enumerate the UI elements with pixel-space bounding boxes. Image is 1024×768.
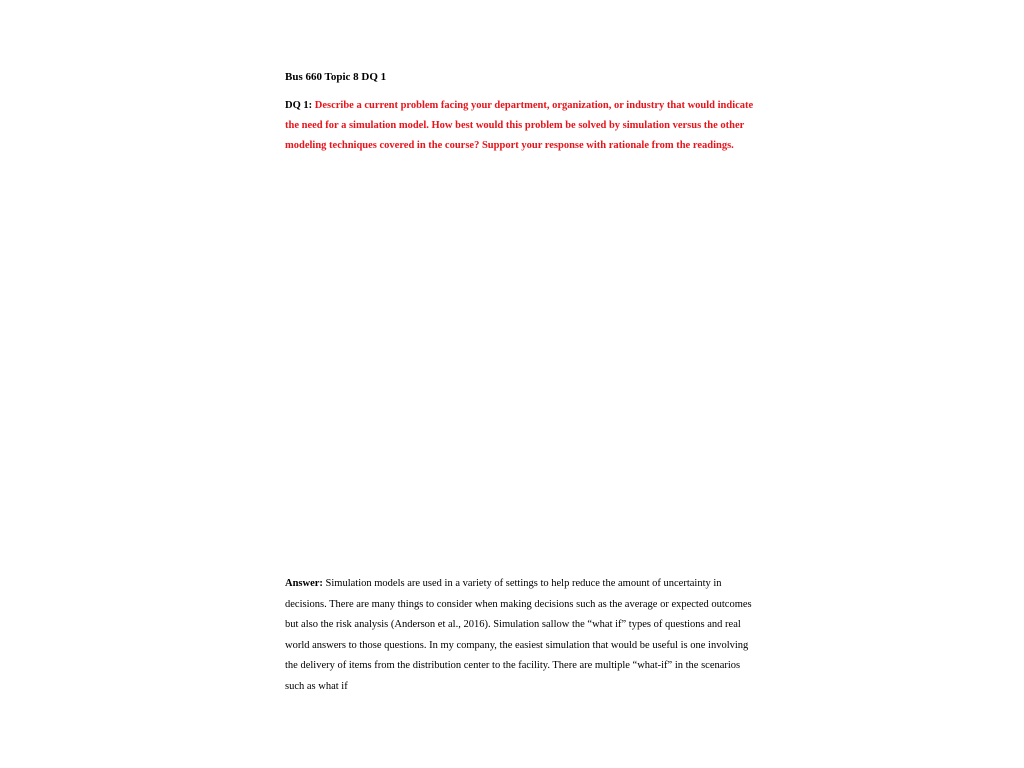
answer-paragraph — [285, 574, 755, 698]
question-text: Describe a current problem facing your department, organization, or industry that would indicate the need for a simulation model. How best would this problem be solved by simulation versus the other modeling techniques covered in the course? Support your response with rationale from the readings. — [285, 100, 754, 151]
answer-text: Simulation models are used in a variety of settings to help reduce the amount of uncertainty in decisions. There are many things to consider when making decisions such as the average or expected outcomes but also the risk analysis (Anderson et al., 2016). Simulation sallow the “what if” types of questions and real world answers to those questions. In my company, the easiest simulation that would be useful is one involving the delivery of items from the distribution center to the facility. There are multiple “what-if” in the scenarios such as what if — [285, 578, 752, 692]
question-paragraph — [285, 96, 755, 156]
question-label: DQ 1: — [285, 100, 313, 111]
document-heading: Bus 660 Topic 8 DQ 1 — [285, 71, 387, 83]
answer-label: Answer: — [285, 578, 323, 589]
